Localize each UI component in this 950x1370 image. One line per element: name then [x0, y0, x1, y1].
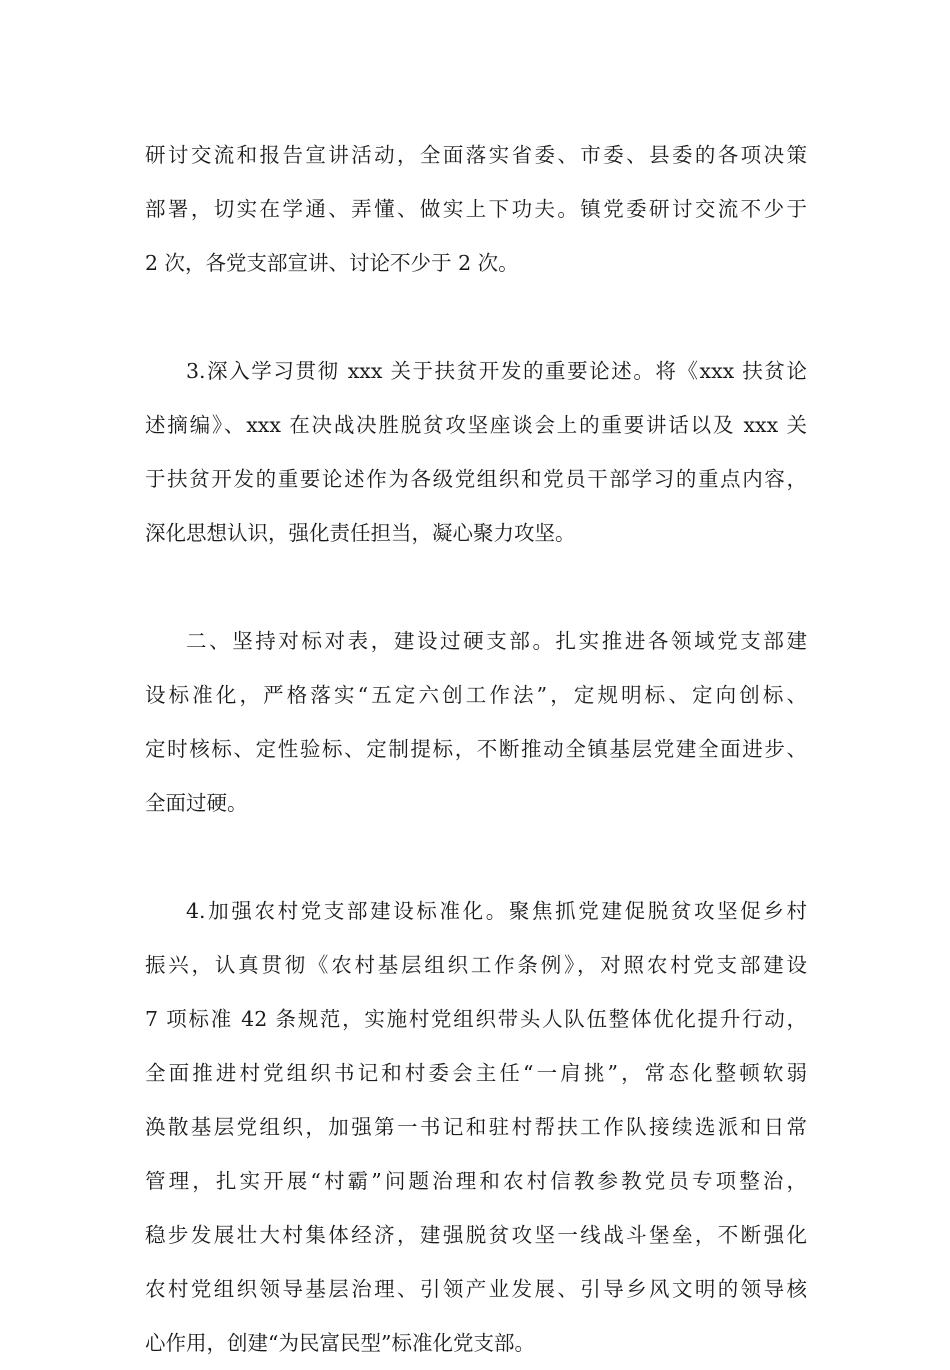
- section-heading-line: 二、坚持对标对表，建设过硬支部。扎实推进各领域党支部建: [186, 629, 807, 653]
- text-line: 定时核标、定性验标、定制提标，不断推动全镇基层党建全面进步、: [145, 737, 807, 761]
- paragraph-gap: [145, 560, 807, 614]
- paragraph-gap: [145, 290, 807, 344]
- document-body: [145, 128, 807, 1370]
- text-line: 农村党组织领导基层治理、引领产业发展、引导乡风文明的领导核: [145, 1277, 807, 1301]
- text-line: 4.加强农村党支部建设标准化。聚焦抓党建促脱贫攻坚促乡村: [186, 899, 807, 923]
- text-line: 振兴，认真贯彻《农村基层组织工作条例》，对照农村党支部建设: [145, 953, 807, 977]
- text-line: 全面过硬。: [145, 791, 248, 815]
- paragraph-study-exchange: [145, 128, 807, 290]
- text-line: 部署，切实在学通、弄懂、做实上下功夫。镇党委研讨交流不少于: [145, 197, 807, 221]
- text-line: 2 次，各党支部宣讲、讨论不少于 2 次。: [145, 251, 519, 275]
- text-line: 设标准化，严格落实“五定六创工作法”，定规明标、定向创标、: [145, 683, 807, 707]
- paragraph-section-2: [145, 614, 807, 830]
- text-line: 于扶贫开发的重要论述作为各级党组织和党员干部学习的重点内容，: [145, 467, 807, 491]
- text-line: 心作用，创建“为民富民型”标准化党支部。: [145, 1331, 535, 1355]
- text-line: 全面推进村党组织书记和村委会主任“一肩挑”，常态化整顿软弱: [145, 1061, 807, 1085]
- text-line: 深化思想认识，强化责任担当，凝心聚力攻坚。: [145, 521, 576, 545]
- paragraph-gap: [145, 830, 807, 884]
- text-line: 涣散基层党组织，加强第一书记和驻村帮扶工作队接续选派和日常: [145, 1115, 807, 1139]
- paragraph-item-4: [145, 884, 807, 1370]
- text-line: 述摘编》、xxx 在决战决胜脱贫攻坚座谈会上的重要讲话以及 xxx 关: [145, 413, 807, 437]
- text-line: 7 项标准 42 条规范，实施村党组织带头人队伍整体优化提升行动，: [145, 1007, 807, 1031]
- text-line: 稳步发展壮大村集体经济，建强脱贫攻坚一线战斗堡垒，不断强化: [145, 1223, 807, 1247]
- text-line: 管理，扎实开展“村霸”问题治理和农村信教参教党员专项整治，: [145, 1169, 807, 1193]
- text-line: 研讨交流和报告宣讲活动，全面落实省委、市委、县委的各项决策: [145, 143, 807, 167]
- text-line: 3.深入学习贯彻 xxx 关于扶贫开发的重要论述。将《xxx 扶贫论: [186, 359, 807, 383]
- paragraph-item-3: [145, 344, 807, 560]
